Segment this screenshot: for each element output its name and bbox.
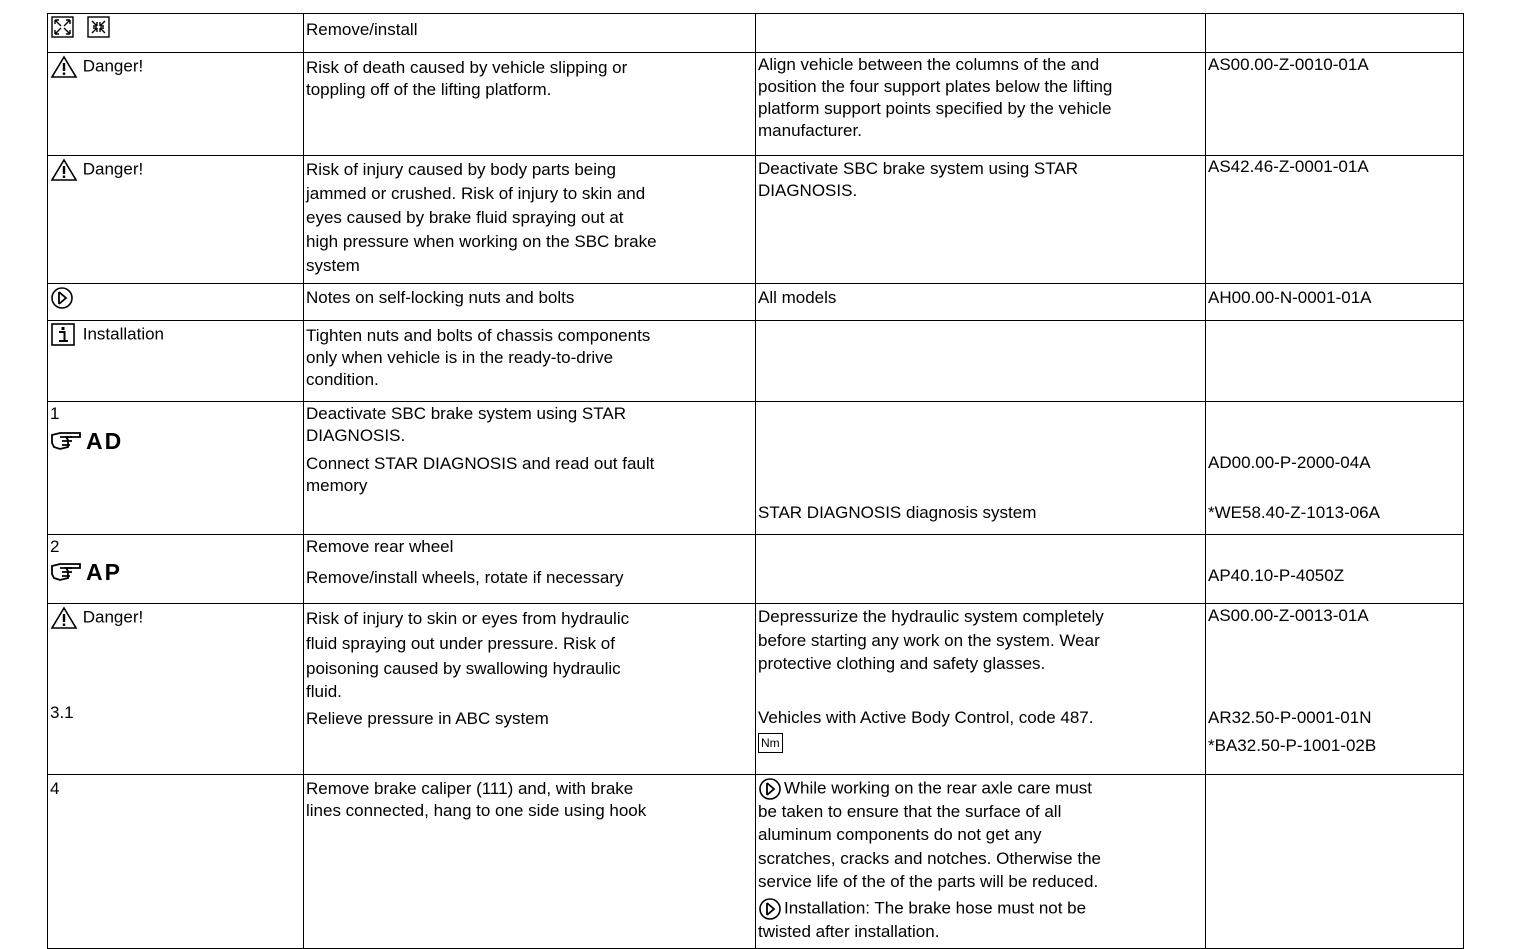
pointing-hand-icon — [50, 560, 86, 584]
instruction-line: Depressurize the hydraulic system completely — [758, 607, 1104, 626]
step-number: 1 — [50, 404, 60, 423]
note-circle-icon — [758, 777, 784, 801]
warning-triangle-icon — [50, 158, 78, 182]
warning-triangle-icon — [50, 606, 78, 630]
table-row — [48, 402, 1464, 535]
step-text-line: Relieve pressure in ABC system — [306, 709, 549, 728]
reference-code: AP40.10-P-4050Z — [1208, 566, 1345, 585]
danger-text-line: fluid. — [306, 682, 342, 701]
note-text-line: twisted after installation. — [758, 922, 940, 941]
installation-label: Installation — [82, 324, 165, 344]
step-text-line: Connect STAR DIAGNOSIS and read out fault — [306, 454, 655, 473]
warning-triangle-icon — [50, 55, 78, 79]
danger-text-line: fluid spraying out under pressure. Risk of — [306, 634, 615, 653]
reference-code: AS42.46-Z-0001-01A — [1208, 157, 1369, 176]
instruction-line: before starting any work on the system. Wear — [758, 631, 1100, 650]
table-row — [48, 321, 1464, 402]
reference-code: AH00.00-N-0001-01A — [1208, 288, 1372, 307]
table-row — [48, 535, 1464, 604]
note-text-line: be taken to ensure that the surface of all — [758, 802, 1062, 821]
step-text-line: lines connected, hang to one side using hook — [306, 801, 647, 820]
note-text-line: scratches, cracks and notches. Otherwise the — [758, 849, 1101, 868]
danger-text-line: toppling off of the lifting platform. — [306, 80, 552, 99]
note-title: Notes on self-locking nuts and bolts — [306, 288, 575, 307]
remove-install-icon — [50, 14, 110, 40]
info-icon — [50, 323, 78, 347]
danger-text-line: jammed or crushed. Risk of injury to skin and — [306, 184, 646, 203]
note-text-line: aluminum components do not get any — [758, 825, 1042, 844]
instruction-line: Align vehicle between the columns of the and — [758, 55, 1100, 74]
reference-code: AS00.00-Z-0010-01A — [1208, 55, 1369, 74]
step-text-line: Remove rear wheel — [306, 537, 454, 556]
ap-badge: AP — [86, 559, 122, 585]
step-text-line: memory — [306, 476, 368, 495]
danger-label: Danger! — [82, 159, 144, 179]
instruction-line: platform support points specified by the vehicle — [758, 99, 1112, 118]
step-number: 4 — [50, 779, 60, 798]
danger-text-line: eyes caused by brake fluid spraying out at — [306, 208, 624, 227]
ad-badge: AD — [86, 428, 124, 454]
note-circle-icon — [50, 286, 76, 310]
danger-text-line: Risk of injury caused by body parts being — [306, 160, 616, 179]
instruction-line: manufacturer. — [758, 121, 862, 140]
step-text-line: Remove brake caliper (111) and, with brake — [306, 779, 634, 798]
installation-text-line: condition. — [306, 370, 379, 389]
note-circle-icon — [758, 897, 784, 921]
reference-code: *BA32.50-P-1001-02B — [1208, 736, 1377, 755]
table-row — [48, 156, 1464, 284]
table-row — [48, 284, 1464, 321]
step-number: 3.1 — [50, 703, 74, 722]
note-text-line: service life of the of the parts will be reduced. — [758, 872, 1099, 891]
reference-code: AR32.50-P-0001-01N — [1208, 708, 1372, 727]
instruction-line: DIAGNOSIS. — [758, 181, 858, 200]
step-number: 2 — [50, 537, 60, 556]
note-text-line: While working on the rear axle care must — [784, 778, 1093, 798]
applicability: Vehicles with Active Body Control, code 487. — [758, 708, 1094, 727]
danger-text-line: high pressure when working on the SBC brake — [306, 232, 657, 251]
installation-text-line: Tighten nuts and bolts of chassis components — [306, 326, 651, 345]
table-row — [48, 14, 1464, 53]
torque-nm-icon: Nm — [758, 733, 783, 753]
reference-code: AS00.00-Z-0013-01A — [1208, 606, 1369, 625]
danger-text-line: poisoning caused by swallowing hydraulic — [306, 659, 621, 678]
reference-code: *WE58.40-Z-1013-06A — [1208, 503, 1380, 522]
installation-text-line: only when vehicle is in the ready-to-drive — [306, 348, 614, 367]
danger-text-line: Risk of injury to skin or eyes from hydraulic — [306, 609, 630, 628]
procedure-table — [47, 13, 1464, 949]
danger-text-line: system — [306, 256, 360, 275]
note-text-line: Installation: The brake hose must not be — [784, 898, 1087, 918]
diagnosis-system: STAR DIAGNOSIS diagnosis system — [758, 503, 1037, 522]
pointing-hand-icon — [50, 429, 86, 453]
table-row — [48, 775, 1464, 949]
remove-install-icons — [48, 14, 304, 53]
step-text-line: Deactivate SBC brake system using STAR — [306, 404, 626, 423]
instruction-line: Deactivate SBC brake system using STAR — [758, 159, 1078, 178]
step-text-line: Remove/install wheels, rotate if necessary — [306, 568, 624, 587]
danger-label: Danger! — [82, 607, 144, 627]
danger-text-line: Risk of death caused by vehicle slipping or — [306, 58, 628, 77]
applicability: All models — [758, 288, 837, 307]
table-row — [48, 604, 1464, 775]
table-row — [48, 53, 1464, 156]
instruction-line: position the four support plates below the lifting — [758, 77, 1113, 96]
danger-label: Danger! — [82, 56, 144, 76]
step-text-line: DIAGNOSIS. — [306, 426, 406, 445]
remove-install-title: Remove/install — [306, 20, 418, 39]
reference-code: AD00.00-P-2000-04A — [1208, 453, 1371, 472]
instruction-line: protective clothing and safety glasses. — [758, 654, 1046, 673]
